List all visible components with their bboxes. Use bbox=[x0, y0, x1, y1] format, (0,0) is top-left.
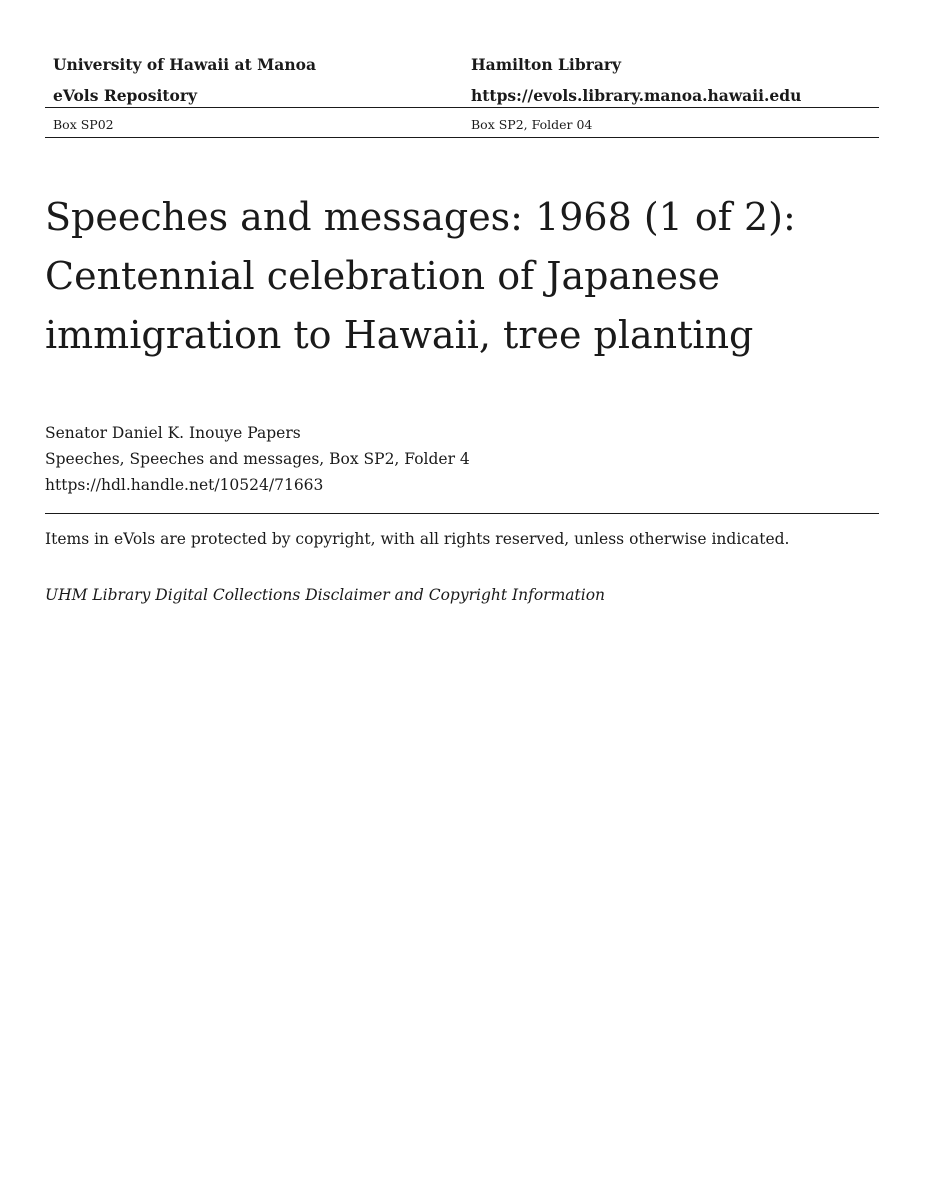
repository-url[interactable]: https://evols.library.manoa.hawaii.edu bbox=[471, 86, 802, 105]
box-label-left: Box SP02 bbox=[53, 117, 114, 132]
library-name: Hamilton Library bbox=[471, 55, 622, 74]
title-line: Speeches and messages: 1968 (1 of 2): bbox=[45, 195, 796, 239]
subheader-divider bbox=[45, 137, 879, 138]
box-label-right: Box SP2, Folder 04 bbox=[471, 117, 593, 132]
handle-link[interactable]: https://hdl.handle.net/10524/71663 bbox=[45, 476, 324, 494]
title-line: immigration to Hawaii, tree planting bbox=[45, 313, 754, 357]
disclaimer-link[interactable]: UHM Library Digital Collections Disclaimer and Copyright Information bbox=[45, 586, 606, 604]
collection-name: Senator Daniel K. Inouye Papers bbox=[45, 424, 301, 442]
metadata-divider bbox=[45, 513, 879, 514]
repository-name: eVols Repository bbox=[53, 86, 198, 105]
document-metadata bbox=[45, 420, 470, 498]
institution-name: University of Hawaii at Manoa bbox=[53, 55, 316, 74]
rights-statement: Items in eVols are protected by copyright, with all rights reserved, unless otherwise indicated. bbox=[45, 530, 790, 548]
series-info: Speeches, Speeches and messages, Box SP2, Folder 4 bbox=[45, 450, 470, 468]
document-title bbox=[45, 188, 865, 365]
title-line: Centennial celebration of Japanese bbox=[45, 254, 721, 298]
header-divider bbox=[45, 107, 879, 108]
cover-page bbox=[45, 0, 879, 1200]
